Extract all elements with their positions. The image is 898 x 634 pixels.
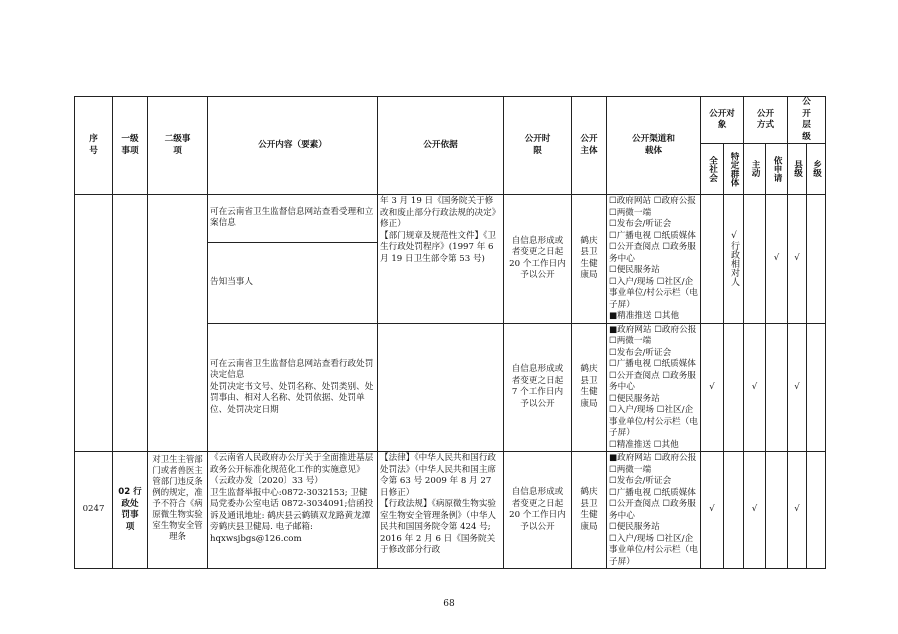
- row3-seq: 0247: [75, 452, 113, 569]
- row1-seq-cell: [75, 195, 113, 452]
- row2-check-all: √: [701, 323, 724, 452]
- row3-check-active: √: [744, 452, 766, 569]
- header-level2: 二级事项: [148, 97, 208, 195]
- row1-method-active: [744, 195, 766, 324]
- row3-method-apply: [766, 452, 788, 569]
- row1-specific-group: √行政相对人: [729, 231, 739, 287]
- row1-content-a: 可在云南省卫生监督信息网站查看受理和立案信息: [208, 195, 378, 243]
- row1-check-county: √: [788, 195, 807, 324]
- row3-level1: 02 行政处罚事项: [113, 452, 148, 569]
- table-row: [75, 452, 826, 569]
- header-level-town: 乡级: [811, 160, 822, 178]
- row2-basis-cell: [378, 323, 504, 452]
- row2-check-active: √: [744, 323, 766, 452]
- row2-target-specific: [724, 323, 744, 452]
- row2-method-apply: [766, 323, 788, 452]
- row3-level-town: [807, 452, 826, 569]
- row1-level2-cell: [148, 195, 208, 452]
- row3-content: 《云南省人民政府办公厅关于全面推进基层政务公开标准化规范化工作的实施意见》（云政办发〔2020〕33 号） 卫生监督举报中心:0872-3032153; 卫健局党委办公室电话 0872-3034091;信函投诉及通讯地址: 鹤庆县云鹤镇双龙路黄龙潭旁鹤庆县卫健局. 电子邮箱: hqxwsjbgs@126.com: [208, 452, 378, 569]
- header-level-county: 县级: [792, 160, 803, 178]
- header-channel: 公开渠道和载体: [607, 97, 701, 195]
- row2-time-limit: 自信息形成或者变更之日起 7 个工作日内予以公开: [504, 323, 572, 452]
- row1-level-town: [807, 195, 826, 324]
- header-level: 公开层级: [788, 97, 826, 144]
- header-seq: 序号: [75, 97, 113, 195]
- header-target: 公开对象: [701, 97, 744, 144]
- row3-level2: 对卫生主管部门或者兽医主管部门违反条例的规定，准予不符合《病原微生物实验室生物安全管理条: [148, 452, 208, 569]
- header-row: [75, 97, 826, 144]
- header-basis: 公开依据: [378, 97, 504, 195]
- row2-subject: 鹤庆县卫生健康局: [572, 323, 607, 452]
- row1-basis: 年 3 月 19 日《国务院关于修改和废止部分行政法规的决定》修正） 【部门规章及规范性文件】《卫生行政处罚程序》(1997 年 6 月 19 日卫生部令第 53 号): [378, 195, 504, 324]
- page-number: 68: [443, 599, 455, 609]
- row2-content: 可在云南省卫生监督信息网站查看行政处罚决定信息 处罚决定书文号、处罚名称、处罚类别、处罚事由、相对人名称、处罚依据、处罚单位、处罚决定日期: [208, 323, 378, 452]
- header-level1: 一级事项: [113, 97, 148, 195]
- header-time-limit: 公开时限: [504, 97, 572, 195]
- row3-channel: ■政府网站 ☐政府公报 ☐两微一端 ☐发布会/听证会 ☐广播电视 ☐纸质媒体 ☐公开查阅点 ☐政务服务中心 ☐便民服务站 ☐入户/现场 ☐社区/企事业单位/村公示栏（电子屏）: [607, 452, 701, 569]
- row3-subject: 鹤庆县卫生健康局: [572, 452, 607, 569]
- disclosure-table: [74, 96, 826, 569]
- header-method-apply: 依申请: [772, 156, 783, 182]
- header-target-all: 全社会: [707, 156, 718, 182]
- row2-channel: ■政府网站 ☐政府公报 ☐两微一端 ☐发布会/听证会 ☐广播电视 ☐纸质媒体 ☐公开查阅点 ☐政务服务中心 ☐便民服务站 ☐入户/现场 ☐社区/企事业单位/村公示栏（电子屏） ☐精准推送 ☐其他: [607, 323, 701, 452]
- row1-time-limit: 自信息形成或者变更之日起 20 个工作日内予以公开: [504, 195, 572, 324]
- row3-target-specific: [724, 452, 744, 569]
- row1-level1-cell: [113, 195, 148, 452]
- header-subject: 公开主体: [572, 97, 607, 195]
- row1-check-apply: √: [766, 195, 788, 324]
- header-method-active: 主动: [750, 160, 761, 178]
- row2-check-county: √: [788, 323, 807, 452]
- row3-check-all: √: [701, 452, 724, 569]
- row1-channel: ☐政府网站 ☐政府公报 ☐两微一端 ☐发布会/听证会 ☐广播电视 ☐纸质媒体 ☐公开查阅点 ☐政务服务中心 ☐便民服务站 ☐入户/现场 ☐社区/企事业单位/村公示栏（电子屏） ■精准推送 ☐其他: [607, 195, 701, 324]
- row3-basis: 【法律】《中华人民共和国行政处罚法》（中华人民共和国主席令第 63 号 2009 年 8 月 27 日修正） 【行政法规】《病原微生物实验室生物安全管理条例》（中华人民共和国国务院令第 424 号; 2016 年 2 月 6 日《国务院关于修改部分行政: [378, 452, 504, 569]
- header-target-specific: 特定群体: [729, 151, 739, 187]
- row3-check-county: √: [788, 452, 807, 569]
- row3-time-limit: 自信息形成或者变更之日起 20 个工作日内予以公开: [504, 452, 572, 569]
- row2-level-town: [807, 323, 826, 452]
- row1-target-all: [701, 195, 724, 324]
- row1-subject: 鹤庆县卫生健康局: [572, 195, 607, 324]
- header-content: 公开内容（要素）: [208, 97, 378, 195]
- row1-content-b: 告知当事人: [208, 242, 378, 323]
- table-row: [75, 195, 826, 243]
- header-method: 公开方式: [744, 97, 788, 144]
